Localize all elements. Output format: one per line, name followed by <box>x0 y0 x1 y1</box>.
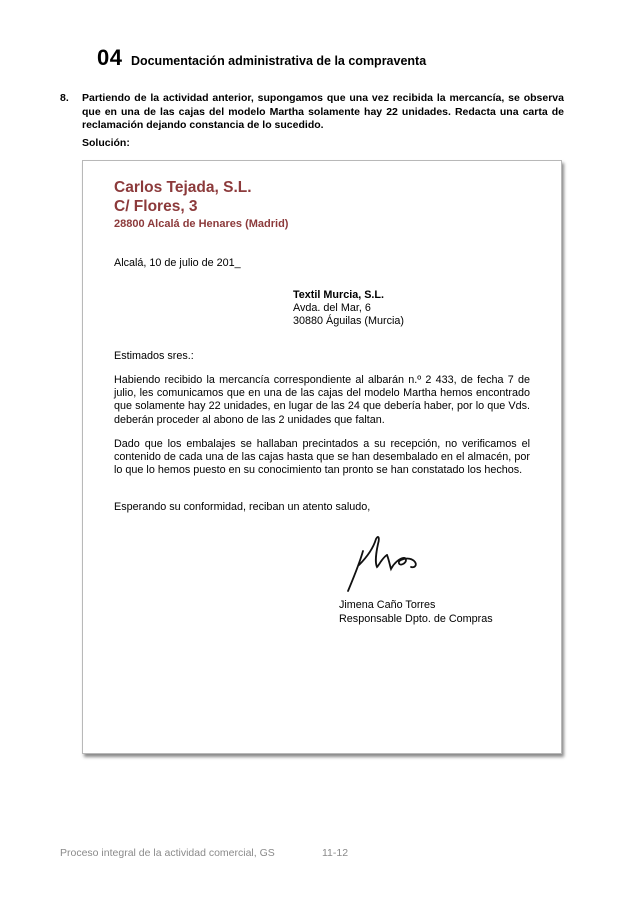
handwritten-signature <box>345 531 440 595</box>
unit-title: Documentación administrativa de la compraventa <box>130 54 427 68</box>
signatory-name: Jimena Caño Torres <box>339 599 436 611</box>
letter-paragraph-1: Habiendo recibido la mercancía correspondiente al albarán n.º 2 433, de fecha 7 de julio, les comunicamos que en una de las cajas del modelo Martha hemos encontrado que solamente hay 22 unidades, en lugar de las 24 que debería haber, por lo que Vds. deberán proceder al abono de las 2 unidades que faltan. <box>114 374 530 426</box>
recipient-address-line-2: 30880 Águilas (Murcia) <box>293 315 405 327</box>
complaint-letter <box>82 160 562 754</box>
unit-number: 04 <box>97 45 123 70</box>
recipient-address-line-1: Avda. del Mar, 6 <box>293 302 371 314</box>
signatory-role: Responsable Dpto. de Compras <box>339 613 493 625</box>
sender-name: Carlos Tejada, S.L. <box>114 179 252 196</box>
recipient-name: Textil Murcia, S.L. <box>293 289 384 301</box>
sender-street: C/ Flores, 3 <box>114 198 198 215</box>
footer-page-number: 11-12 <box>322 847 349 859</box>
exercise-number: 8. <box>60 92 69 104</box>
sender-city: 28800 Alcalá de Henares (Madrid) <box>114 218 289 230</box>
unit-header <box>97 45 426 71</box>
letter-date: Alcalá, 10 de julio de 201_ <box>114 257 241 269</box>
footer-course: Proceso integral de la actividad comercial, GS <box>60 847 275 859</box>
letter-paragraph-2: Dado que los embalajes se hallaban precintados a su recepción, no verificamos el contenido de cada una de las cajas hasta que se han desembalado en el almacén, por lo que lo hemos puesto en su conocimiento tan pronto se han constatado los hechos. <box>114 438 530 477</box>
letter-greeting: Estimados sres.: <box>114 350 194 362</box>
exercise-statement: Partiendo de la actividad anterior, supongamos que una vez recibida la mercancía, se observa que en una de las cajas del modelo Martha solamente hay 22 unidades. Redacta una carta de reclamación dejando constancia de lo sucedido. <box>82 92 564 131</box>
solution-label: Solución: <box>82 137 130 149</box>
letter-closing: Esperando su conformidad, reciban un atento saludo, <box>114 501 371 513</box>
